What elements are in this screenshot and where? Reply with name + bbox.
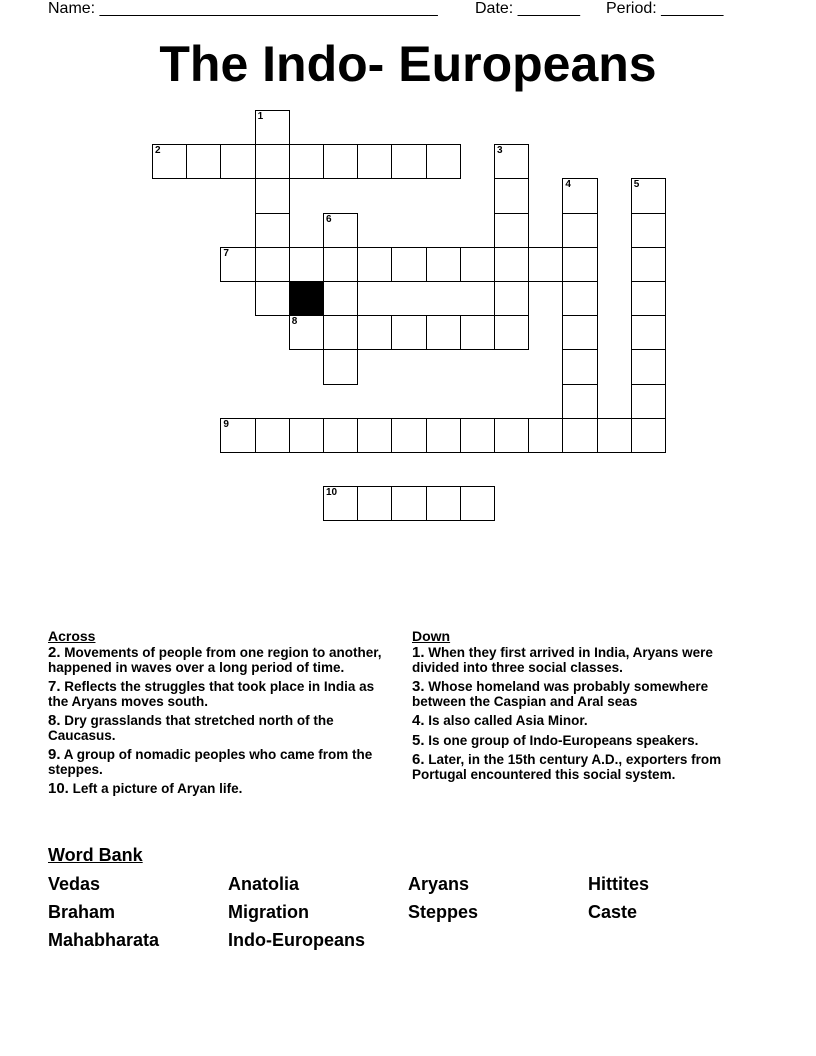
crossword-cell[interactable] xyxy=(152,144,187,179)
puzzle-title: The Indo- Europeans xyxy=(159,36,657,92)
crossword-cell[interactable] xyxy=(494,247,529,282)
crossword-cell[interactable] xyxy=(255,178,290,213)
down-clue xyxy=(412,753,757,782)
crossword-cell[interactable] xyxy=(631,247,666,282)
clue-number: 10 xyxy=(326,487,338,499)
across-clue xyxy=(48,646,393,675)
word-bank-item: Migration xyxy=(228,902,309,922)
crossword-cell[interactable] xyxy=(426,247,461,282)
word-bank-item: Indo-Europeans xyxy=(228,930,366,950)
clue-number: 7. xyxy=(48,678,61,695)
clue-text: Later, in the 15th century A.D., exporters from Portugal encountered this social system. xyxy=(412,752,722,782)
crossword-cell[interactable] xyxy=(460,486,495,521)
date-field[interactable]: Date: _______ xyxy=(475,0,580,17)
crossword-cell[interactable] xyxy=(220,144,255,179)
crossword-cell[interactable] xyxy=(562,349,597,384)
crossword-cell[interactable] xyxy=(494,144,529,179)
crossword-cell[interactable] xyxy=(426,418,461,453)
clue-text: Dry grasslands that stretched north of the Caucasus. xyxy=(48,713,334,743)
clue-number: 1 xyxy=(257,111,264,122)
word-bank-item: Steppes xyxy=(408,902,479,922)
clue-number: 7 xyxy=(223,247,229,259)
clue-number: 8 xyxy=(291,316,298,328)
period-field[interactable]: Period: _______ xyxy=(606,0,724,17)
crossword-cell[interactable] xyxy=(597,418,632,453)
crossword-cell[interactable] xyxy=(528,247,563,282)
down-clue xyxy=(412,731,757,749)
crossword-cell[interactable] xyxy=(357,418,392,453)
crossword-cell[interactable] xyxy=(631,178,666,213)
crossword-cell[interactable] xyxy=(494,178,529,213)
crossword-cell[interactable] xyxy=(391,247,426,282)
word-bank-item: Vedas xyxy=(48,874,101,894)
clue-number: 6. xyxy=(412,751,425,768)
clue-number: 1. xyxy=(412,644,425,661)
crossword-cell[interactable] xyxy=(323,418,358,453)
crossword-cell[interactable] xyxy=(255,281,290,316)
word-bank-item: Anatolia xyxy=(228,874,300,894)
clue-number: 5 xyxy=(633,179,640,191)
black-square xyxy=(289,281,324,316)
crossword-cell[interactable] xyxy=(357,315,392,350)
name-field[interactable]: Name: ______________________________________ xyxy=(48,0,438,17)
crossword-cell[interactable] xyxy=(357,144,392,179)
clue-number: 10. xyxy=(48,780,69,797)
crossword-cell[interactable] xyxy=(562,213,597,248)
crossword-cell[interactable] xyxy=(323,144,358,179)
crossword-cell[interactable] xyxy=(289,315,324,350)
crossword-cell[interactable] xyxy=(289,418,324,453)
clue-text: Reflects the struggles that took place in India as the Aryans moves south. xyxy=(48,679,375,709)
clue-text: Movements of people from one region to another, happened in waves over a long period of time. xyxy=(48,645,382,675)
crossword-cell[interactable] xyxy=(323,281,358,316)
crossword-cell[interactable] xyxy=(426,144,461,179)
crossword-cell[interactable] xyxy=(460,247,495,282)
crossword-cell[interactable] xyxy=(460,418,495,453)
clue-number: 4. xyxy=(412,712,425,729)
clue-number: 3 xyxy=(497,145,503,157)
crossword-cell[interactable] xyxy=(631,281,666,316)
clue-number: 2. xyxy=(48,644,61,661)
clue-number: 3. xyxy=(412,678,425,695)
crossword-cell[interactable] xyxy=(528,418,563,453)
across-clue xyxy=(48,714,393,743)
clue-text: A group of nomadic peoples who came from the steppes. xyxy=(48,747,373,777)
across-clue xyxy=(48,782,393,797)
crossword-cell[interactable] xyxy=(562,418,597,453)
crossword-cell[interactable] xyxy=(255,213,290,248)
clue-text: Is also called Asia Minor. xyxy=(428,713,588,728)
crossword-cell[interactable] xyxy=(562,384,597,419)
crossword-cell[interactable] xyxy=(631,213,666,248)
crossword-cell[interactable] xyxy=(186,144,221,179)
across-clue xyxy=(48,680,393,709)
word-bank-item: Braham xyxy=(48,902,116,922)
crossword-cell[interactable] xyxy=(289,247,324,282)
clue-number: 5. xyxy=(412,731,425,749)
crossword-cell[interactable] xyxy=(391,144,426,179)
clue-number: 9 xyxy=(223,418,229,430)
crossword-cell[interactable] xyxy=(562,315,597,350)
crossword-cell[interactable] xyxy=(220,247,255,282)
down-clues xyxy=(412,628,757,787)
crossword-cell[interactable] xyxy=(426,486,461,521)
clue-text: When they first arrived in India, Aryans were divided into three social classes. xyxy=(412,645,713,675)
crossword-cell[interactable] xyxy=(631,418,666,453)
clue-number: 9. xyxy=(48,746,61,763)
crossword-cell[interactable] xyxy=(255,144,290,179)
crossword-cell[interactable] xyxy=(391,418,426,453)
word-bank xyxy=(48,874,768,958)
across-clue xyxy=(48,748,393,777)
crossword-cell[interactable] xyxy=(562,178,597,213)
crossword-cell[interactable] xyxy=(460,315,495,350)
clue-number: 6 xyxy=(326,213,332,225)
crossword-cell[interactable] xyxy=(323,213,358,248)
crossword-cell[interactable] xyxy=(323,486,358,521)
down-heading: Down xyxy=(412,628,451,644)
crossword-cell[interactable] xyxy=(220,418,255,453)
clue-text: Left a picture of Aryan life. xyxy=(72,781,243,796)
crossword-cell[interactable] xyxy=(255,110,290,145)
crossword-cell[interactable] xyxy=(426,315,461,350)
crossword-cell[interactable] xyxy=(255,418,290,453)
crossword-cell[interactable] xyxy=(562,247,597,282)
crossword-cell[interactable] xyxy=(562,281,597,316)
crossword-cell[interactable] xyxy=(494,315,529,350)
crossword-cell[interactable] xyxy=(391,486,426,521)
clue-number: 4 xyxy=(565,179,571,191)
crossword-cell[interactable] xyxy=(289,144,324,179)
across-clues xyxy=(48,628,393,802)
word-bank-title: Word Bank xyxy=(48,845,143,865)
crossword-cell[interactable] xyxy=(631,349,666,384)
down-clue xyxy=(412,714,757,729)
word-bank-item: Mahabharata xyxy=(48,930,160,950)
down-clue xyxy=(412,680,757,709)
clue-text: Is one group of Indo-Europeans speakers. xyxy=(428,732,699,748)
crossword-cell[interactable] xyxy=(494,418,529,453)
word-bank-item: Aryans xyxy=(408,874,470,894)
crossword-cell[interactable] xyxy=(323,349,358,384)
clue-text: Whose homeland was probably somewhere between the Caspian and Aral seas xyxy=(412,679,709,709)
crossword-cell[interactable] xyxy=(323,247,358,282)
across-heading: Across xyxy=(48,628,96,644)
crossword-cell[interactable] xyxy=(357,247,392,282)
crossword-cell[interactable] xyxy=(323,315,358,350)
word-bank-item: Caste xyxy=(588,902,638,922)
crossword-cell[interactable] xyxy=(631,315,666,350)
clue-number: 8. xyxy=(48,712,61,729)
crossword-cell[interactable] xyxy=(631,384,666,419)
down-clue xyxy=(412,646,757,675)
crossword-cell[interactable] xyxy=(494,213,529,248)
word-bank-item: Hittites xyxy=(588,874,650,894)
crossword-cell[interactable] xyxy=(391,315,426,350)
clue-number: 2 xyxy=(155,145,161,157)
crossword-cell[interactable] xyxy=(494,281,529,316)
crossword-cell[interactable] xyxy=(357,486,392,521)
crossword-cell[interactable] xyxy=(255,247,290,282)
